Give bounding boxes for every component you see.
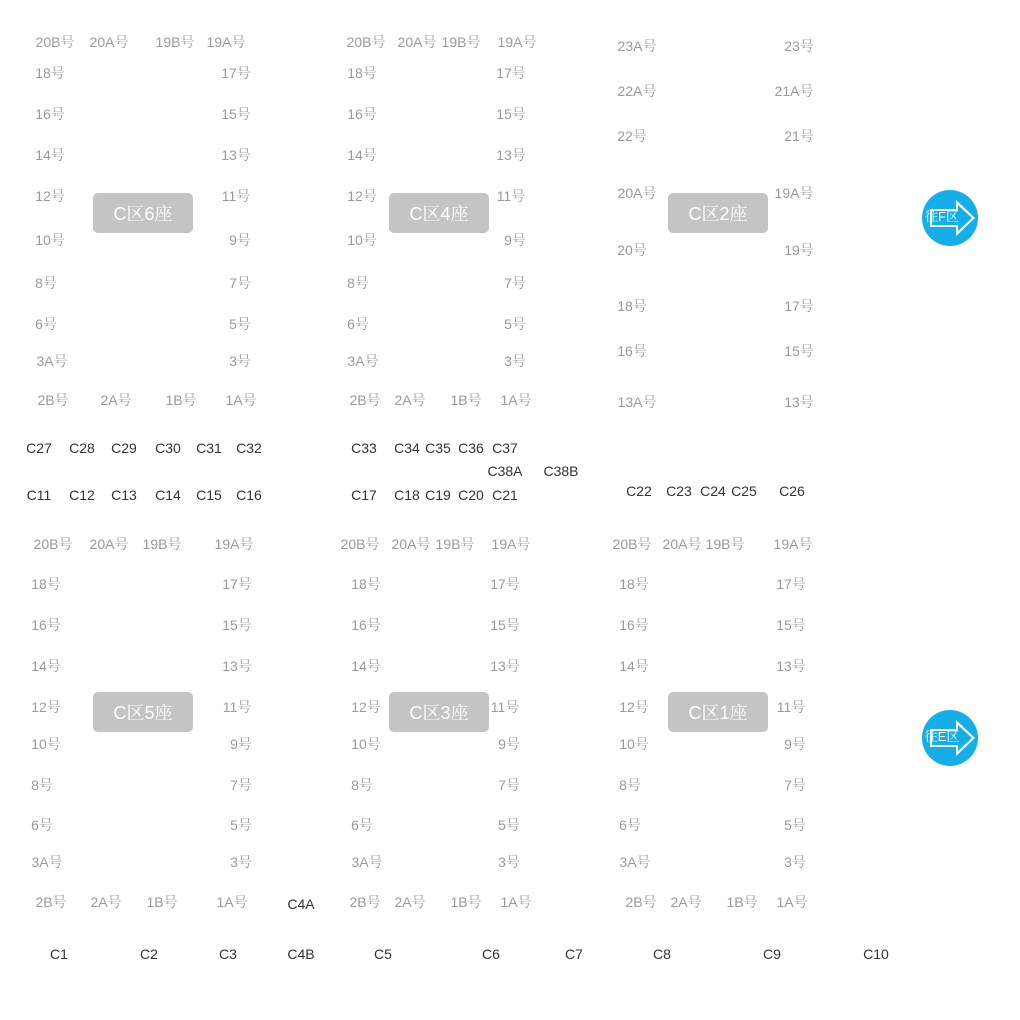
unit-label: 10号	[619, 736, 649, 752]
building-label-c5[interactable]: C区5座	[93, 692, 193, 732]
parking-spot[interactable]: C2	[140, 946, 158, 962]
parking-spot[interactable]: C30	[155, 440, 181, 456]
unit-label: 5号	[230, 817, 252, 833]
unit-label: 9号	[498, 736, 520, 752]
unit-label: 17号	[490, 576, 520, 592]
unit-label: 20B号	[346, 34, 386, 50]
unit-label: 22A号	[617, 83, 657, 99]
unit-label: 9号	[230, 736, 252, 752]
parking-spot[interactable]: C3	[219, 946, 237, 962]
parking-spot[interactable]: C38B	[543, 463, 579, 479]
unit-label: 13号	[221, 147, 251, 163]
unit-label: 1A号	[500, 894, 532, 910]
unit-label: 2B号	[349, 894, 381, 910]
unit-label: 19B号	[155, 34, 195, 50]
unit-label: 16号	[351, 617, 381, 633]
unit-label: 11号	[221, 188, 251, 204]
unit-label: 6号	[35, 316, 57, 332]
unit-label: 7号	[498, 777, 520, 793]
parking-spot[interactable]: C7	[565, 946, 583, 962]
unit-label: 12号	[351, 699, 381, 715]
unit-label: 19号	[784, 242, 814, 258]
parking-spot[interactable]: C27	[26, 440, 52, 456]
unit-label: 6号	[351, 817, 373, 833]
unit-label: 19A号	[491, 536, 531, 552]
unit-label: 2A号	[394, 894, 426, 910]
unit-label: 19A号	[214, 536, 254, 552]
unit-label: 13号	[222, 658, 252, 674]
unit-label: 20号	[617, 242, 647, 258]
unit-label: 3号	[504, 353, 526, 369]
unit-label: 12号	[35, 188, 65, 204]
unit-label: 2B号	[625, 894, 657, 910]
building-label-c1[interactable]: C区1座	[668, 692, 768, 732]
unit-label: 7号	[230, 777, 252, 793]
unit-label: 20B号	[340, 536, 380, 552]
unit-label: 12号	[31, 699, 61, 715]
parking-spot[interactable]: C26	[779, 483, 805, 499]
unit-label: 9号	[229, 232, 251, 248]
unit-label: 3A号	[619, 854, 651, 870]
parking-spot[interactable]: C1	[50, 946, 68, 962]
unit-label: 2A号	[100, 392, 132, 408]
unit-label: 19A号	[774, 185, 814, 201]
unit-label: 23号	[784, 38, 814, 54]
unit-label: 8号	[31, 777, 53, 793]
unit-label: 20A号	[391, 536, 431, 552]
unit-label: 13号	[496, 147, 526, 163]
building-label-c2[interactable]: C区2座	[668, 193, 768, 233]
unit-label: 7号	[784, 777, 806, 793]
unit-label: 1B号	[726, 894, 758, 910]
unit-label: 3A号	[31, 854, 63, 870]
unit-label: 20A号	[662, 536, 702, 552]
unit-label: 21A号	[774, 83, 814, 99]
parking-spot[interactable]: C34	[394, 440, 420, 456]
unit-label: 2B号	[349, 392, 381, 408]
unit-label: 6号	[31, 817, 53, 833]
unit-label: 5号	[784, 817, 806, 833]
parking-spot[interactable]: C19	[425, 487, 451, 503]
unit-label: 3A号	[351, 854, 383, 870]
unit-label: 15号	[222, 617, 252, 633]
unit-label: 17号	[221, 65, 251, 81]
unit-label: 5号	[229, 316, 251, 332]
unit-label: 13号	[776, 658, 806, 674]
unit-label: 20B号	[35, 34, 75, 50]
unit-label: 7号	[229, 275, 251, 291]
unit-label: 6号	[619, 817, 641, 833]
parking-spot[interactable]: C4A	[287, 896, 315, 912]
building-label-c4[interactable]: C区4座	[389, 193, 489, 233]
unit-label: 17号	[776, 576, 806, 592]
parking-spot[interactable]: C29	[111, 440, 137, 456]
unit-label: 1A号	[216, 894, 248, 910]
unit-label: 16号	[619, 617, 649, 633]
parking-spot[interactable]: C18	[394, 487, 420, 503]
unit-label: 5号	[504, 316, 526, 332]
unit-label: 21号	[784, 128, 814, 144]
unit-label: 3A号	[36, 353, 68, 369]
unit-label: 17号	[784, 298, 814, 314]
unit-label: 8号	[347, 275, 369, 291]
unit-label: 18号	[617, 298, 647, 314]
unit-label: 18号	[31, 576, 61, 592]
unit-label: 10号	[35, 232, 65, 248]
unit-label: 11号	[490, 699, 520, 715]
unit-label: 17号	[222, 576, 252, 592]
unit-label: 18号	[347, 65, 377, 81]
unit-label: 11号	[776, 699, 806, 715]
unit-label: 20B号	[33, 536, 73, 552]
unit-label: 3号	[784, 854, 806, 870]
parking-spot[interactable]: C38A	[487, 463, 523, 479]
unit-label: 16号	[617, 343, 647, 359]
unit-label: 18号	[35, 65, 65, 81]
unit-label: 10号	[347, 232, 377, 248]
building-label-c6[interactable]: C区6座	[93, 193, 193, 233]
parking-spot[interactable]: C14	[155, 487, 181, 503]
unit-label: 14号	[35, 147, 65, 163]
parking-spot[interactable]: C25	[731, 483, 757, 499]
unit-label: 11号	[222, 699, 252, 715]
unit-label: 7号	[504, 275, 526, 291]
unit-label: 3A号	[347, 353, 379, 369]
unit-label: 1B号	[165, 392, 197, 408]
parking-spot[interactable]: C32	[236, 440, 262, 456]
unit-label: 19B号	[435, 536, 475, 552]
unit-label: 15号	[784, 343, 814, 359]
unit-label: 1A号	[225, 392, 257, 408]
unit-label: 1B号	[450, 392, 482, 408]
unit-label: 1B号	[450, 894, 482, 910]
direction-f-button[interactable]	[922, 190, 978, 246]
parking-spot[interactable]: C23	[666, 483, 692, 499]
unit-label: 15号	[776, 617, 806, 633]
unit-label: 20A号	[397, 34, 437, 50]
parking-spot[interactable]: C20	[458, 487, 484, 503]
unit-label: 18号	[351, 576, 381, 592]
parking-spot[interactable]: C10	[863, 946, 889, 962]
unit-label: 22号	[617, 128, 647, 144]
parking-spot[interactable]: C4B	[287, 946, 315, 962]
unit-label: 1A号	[500, 392, 532, 408]
unit-label: 19B号	[705, 536, 745, 552]
parking-spot[interactable]: C31	[196, 440, 222, 456]
parking-spot[interactable]: C16	[236, 487, 262, 503]
parking-spot[interactable]: C8	[653, 946, 671, 962]
unit-label: 23A号	[617, 38, 657, 54]
unit-label: 2A号	[90, 894, 122, 910]
parking-spot[interactable]: C24	[700, 483, 726, 499]
unit-label: 3号	[498, 854, 520, 870]
unit-label: 14号	[351, 658, 381, 674]
unit-label: 18号	[619, 576, 649, 592]
unit-label: 12号	[347, 188, 377, 204]
unit-label: 16号	[347, 106, 377, 122]
unit-label: 13号	[490, 658, 520, 674]
unit-label: 14号	[347, 147, 377, 163]
unit-label: 10号	[351, 736, 381, 752]
unit-label: 1B号	[146, 894, 178, 910]
unit-label: 10号	[31, 736, 61, 752]
unit-label: 19B号	[441, 34, 481, 50]
unit-label: 11号	[496, 188, 526, 204]
unit-label: 8号	[619, 777, 641, 793]
direction-e-button[interactable]	[922, 710, 978, 766]
unit-label: 8号	[351, 777, 373, 793]
parking-spot[interactable]: C9	[763, 946, 781, 962]
parking-spot[interactable]: C12	[69, 487, 95, 503]
unit-label: 8号	[35, 275, 57, 291]
unit-label: 9号	[784, 736, 806, 752]
unit-label: 9号	[504, 232, 526, 248]
unit-label: 13号	[784, 394, 814, 410]
building-label-c3[interactable]: C区3座	[389, 692, 489, 732]
unit-label: 16号	[35, 106, 65, 122]
unit-label: 14号	[31, 658, 61, 674]
unit-label: 15号	[221, 106, 251, 122]
unit-label: 20A号	[89, 536, 129, 552]
unit-label: 16号	[31, 617, 61, 633]
parking-spot[interactable]: C5	[374, 946, 392, 962]
unit-label: 17号	[496, 65, 526, 81]
unit-label: 15号	[490, 617, 520, 633]
parking-spot[interactable]: C35	[425, 440, 451, 456]
unit-label: 1A号	[776, 894, 808, 910]
parking-spot[interactable]: C15	[196, 487, 222, 503]
parking-spot[interactable]: C11	[26, 487, 52, 503]
direction-f-label: 往F区	[925, 209, 959, 224]
unit-label: 12号	[619, 699, 649, 715]
unit-label: 19B号	[142, 536, 182, 552]
parking-spot[interactable]: C6	[482, 946, 500, 962]
unit-label: 2A号	[394, 392, 426, 408]
unit-label: 15号	[496, 106, 526, 122]
unit-label: 2B号	[35, 894, 67, 910]
unit-label: 3号	[229, 353, 251, 369]
parking-spot[interactable]: C37	[492, 440, 518, 456]
unit-label: 20A号	[89, 34, 129, 50]
parking-spot[interactable]: C21	[492, 487, 518, 503]
parking-spot[interactable]: C36	[458, 440, 484, 456]
direction-e-label: 往E区	[924, 729, 960, 744]
parking-spot[interactable]: C17	[351, 487, 377, 503]
unit-label: 3号	[230, 854, 252, 870]
unit-label: 19A号	[497, 34, 537, 50]
parking-spot[interactable]: C28	[69, 440, 95, 456]
unit-label: 19A号	[206, 34, 246, 50]
unit-label: 2A号	[670, 894, 702, 910]
parking-spot[interactable]: C13	[111, 487, 137, 503]
unit-label: 20B号	[612, 536, 652, 552]
unit-label: 19A号	[773, 536, 813, 552]
parking-spot[interactable]: C33	[351, 440, 377, 456]
parking-spot[interactable]: C22	[626, 483, 652, 499]
unit-label: 13A号	[617, 394, 657, 410]
unit-label: 20A号	[617, 185, 657, 201]
unit-label: 14号	[619, 658, 649, 674]
unit-label: 5号	[498, 817, 520, 833]
unit-label: 2B号	[37, 392, 69, 408]
unit-label: 6号	[347, 316, 369, 332]
